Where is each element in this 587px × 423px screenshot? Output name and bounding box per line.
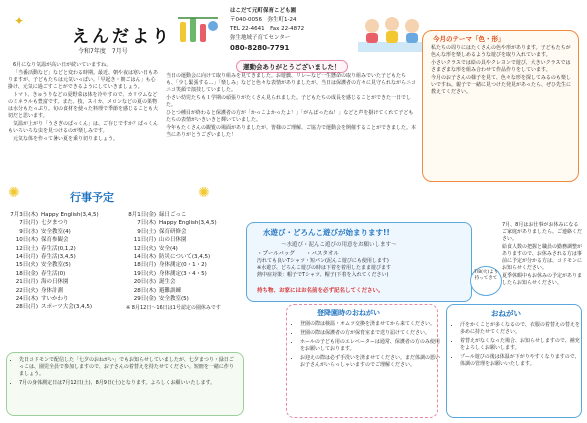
intro-section [8, 62, 158, 143]
children-illustration-icon [358, 8, 424, 54]
water-bubble [470, 266, 502, 296]
commute-notice-item: • 登園の際は検温・オムツ交換を済ませてから来てください。 [300, 321, 440, 328]
august-notice [502, 222, 582, 287]
thanks-paragraph: 小さい幼児たちも１学期の頑張りがたくさん見られました。子どもたちの成長を感じることができた一日でした。 [166, 95, 412, 108]
schedule-item: 11日(月) 山の日休園 [133, 237, 187, 244]
schedule-item: 7日(木) Happy English(3,4,5) [137, 220, 217, 227]
theme-box [422, 30, 579, 182]
schedule-heading: 行事予定 [70, 191, 114, 204]
schedule-item: 14日(月) 春生活(3,4,5) [15, 254, 76, 261]
intro-paragraph: 「当番活動など」などと変わる時期。最近、朝や夜は寒い日もありますが、子どもたちは元気いっぱい。「早起き・朝ごはん」も心掛け、元気に過ごすことができるようにしていきましょう。 [8, 70, 159, 90]
water-bubble-text: 7/8(火)より持ってきて [473, 270, 499, 281]
theme-paragraph: 小さいクラスでは絵の具やクレヨンで遊び、大きいクラスではさまざまな形を組み合わせて作品作りをしています。 [431, 60, 571, 73]
commute-notice-item: • お迎えの際は必ず手洗いを済ませてください。まだ体調の悪いお子さんがいらっしゃいますのでご理解ください。 [300, 355, 440, 369]
schedule-item: 18日(月) 身体測定(0・1・2) [133, 262, 207, 269]
schedule-item: 18日(金) 春生活(0) [15, 270, 66, 277]
schedule-note: ※ 8月12日〜16日は1号認定の園休みです [126, 305, 221, 312]
issue-label: 令和7年度 7月号 [78, 48, 128, 55]
onegai-heading: おねがい [491, 309, 521, 318]
school-address: 〒040-0056 弥生町1-24 [230, 17, 297, 23]
commute-notice-item: • 登園の際は保護者の方が保育室まで送り届けてください。 [300, 330, 440, 337]
commute-notice-item: • ホールの子ども用のエレベーターは通常、保護者の方のみ使用をお願いしております。 [300, 339, 440, 353]
schedule-item: 15日(火) 安全教室(5) [15, 262, 71, 269]
theme-paragraph: 私たちの周りにはたくさんの色や形があります。子どもたちが色んな形を楽しめるような遊びを取り入れています。 [431, 45, 571, 58]
intro-paragraph: 6月になり気温が高い日が続いていますね。 [13, 62, 112, 68]
page-title: えんだより [72, 27, 172, 47]
intro-paragraph: トマト、きゅうりなどの夏野菜は体を冷やすので、カリウムなどのミネラルも豊富です。また、枝、スイカ、メロンなどの夏の果物は水分もたっぷり。旬の食材を使った料理で季節を感じることも大切だと思います。 [8, 92, 159, 119]
bottom-notice-item: • 7月の身体測定日は7月12日(土)、8月9日(土)となります。よろしくお願いいたします。 [19, 380, 237, 387]
water-play-box [246, 222, 472, 302]
bottom-notice-box [6, 352, 244, 416]
schedule-item: 9日(土) 保育研修会 [137, 228, 187, 235]
schedule-item: 28日(月) スポーツ大会(3,4,5) [15, 304, 93, 311]
theme-heading: 今月のテーマ「色・形」 [433, 35, 505, 43]
schedule-item: 24日(木) すいかわり [15, 296, 69, 303]
school-sub-name: 弥生地域子育てセンター [230, 35, 291, 41]
onegai-item: • 着替えがなくなった場合、お知らせしますので、補充をよろしくお願いします。 [460, 338, 584, 352]
schedule-item: 12日(土) 春生活(0,1,2) [15, 245, 76, 252]
schedule-item: 10日(木) 保育参観会 [15, 237, 69, 244]
schedule-item: 7月3日(木) Happy English(3,4,5) [10, 212, 99, 218]
schedule-item: 9日(水) 安全教室(4) [19, 228, 71, 235]
bottom-notice-item: • 先日コドモンで配信した「七夕のおねがい」でもお知らせしていましたが、七夕まつり・緑日ごっこは、園児全員で参加しますので、お子さんの着替えを持たせてください。短冊を一緒に作りましょう。 [19, 357, 237, 378]
schedule-section [8, 185, 244, 345]
schedule-item: 14日(木) 防災について(3,4,5) [133, 254, 211, 261]
onegai-item: • プール遊びの後は体温が下がりやすくなりますので、体調の管理をお願いいたします。 [460, 354, 584, 368]
schedule-item: 21日(月) 海の日休園 [15, 279, 69, 286]
thanks-paragraph: ひとつ種目が終わると保護者の方が「かっこよかったよ！」「がんばったね！」などと声を掛けてくれて子どもたちの表情がいきいきと輝いていました。 [166, 110, 414, 123]
august-paragraph: 給食人数の把握と職員の勤務調整がありますので、お休みされる方は事前に予定が分かる方は、コドモンにお知らせください。 [502, 244, 583, 271]
water-line: 汚れても良いTシャツ・短パン(泥んこ遊びにも使用します) [257, 258, 389, 264]
thanks-body [166, 73, 416, 139]
schedule-right-list [126, 211, 244, 312]
august-paragraph: 夏季休暇中もお休みの予定がありましたらお知らせください。 [502, 273, 583, 286]
school-name: はこだて元町保育こども園 [230, 8, 297, 14]
firework-left-icon: ✺ [8, 185, 20, 201]
schedule-item: 12日(火) 安全(4) [133, 245, 178, 252]
onegai-box [446, 304, 582, 418]
schedule-item: 28日(木) 避難訓練 [133, 287, 182, 294]
thanks-paragraph: 今年もたくさんの観覧の場面がありましたが、皆様のご理解、ご協力で運動会を開催することができました。本当にありがとうございました！ [166, 125, 417, 138]
water-play-subheading: 〜水遊び・泥んこ遊びの用意をお願いします〜 [281, 242, 397, 248]
schedule-left-list [8, 211, 126, 312]
firework-right-icon: ✺ [198, 185, 210, 201]
theme-body [431, 45, 571, 96]
sparkle-decoration-icon: ✦ [14, 14, 25, 28]
schedule-item: 8月1日(金) 緑日ごっこ [128, 212, 187, 218]
water-play-heading: 水遊び・どろんこ遊びが始まります!! [263, 228, 390, 237]
water-play-items: ・プールバッグ ・バスタオル [257, 251, 339, 257]
water-line: 熱中症対策：帽子でTシャツ、帽子(下着を入れてください) [257, 272, 389, 278]
theme-paragraph: 今月のお子さんの様子を見て、色々な形を探してみるのも楽しいですね。親子で一緒に見つけた発見があったら、ぜひ先生に教えてください。 [431, 75, 571, 95]
water-line: ※水遊び、どろんこ遊びの時は下着を着用したまま遊びます [257, 265, 391, 271]
onegai-item: • 汗をかくことが多くなるので、衣服の着替えの替えを多めに持たせてください。 [460, 322, 584, 336]
schedule-item: 7日(月) 七夕まつり [19, 220, 69, 227]
schedule-item: 29日(金) 安全教室(5) [133, 296, 189, 303]
water-play-lines [257, 258, 467, 279]
commute-notice-box [286, 304, 441, 418]
water-item: バスタオル [311, 251, 339, 257]
tanabata-decoration-icon [176, 14, 220, 54]
august-paragraph: 7月、8月はお仕事がお休みになるご家庭がありましたら、ご連絡ください。 [502, 222, 583, 242]
water-play-warning: 持ち物、お家にはお名前を必ず記名してください。 [257, 288, 384, 294]
school-phone: 080-8280-7791 [230, 44, 290, 52]
schedule-item: 20日(水) 誕生会 [133, 279, 176, 286]
intro-paragraph: 気温が上がり「うさぎのぱっくん」は、ご存じですか？ぱっくんもいろいろな虫を見つけるのが楽しみです。 [8, 121, 159, 134]
intro-paragraph: 元気な体を作って暑い夏を乗り切りましょう。 [13, 136, 119, 142]
thanks-paragraph: 当日の運動会に向けて取り組みを見てきました。お遊戯、リレーなど一生懸命の取り組みでいた子どもたちも、「少し緊張する…」「楽しみ」などと色々な表情がありましたが、当日は保護者の方々に見守られながらニコニコ笑顔で演技していました。 [166, 73, 417, 93]
commute-notice-heading: 登降園時のおねがい [317, 309, 380, 317]
schedule-item: 22日(火) 身体計測 [15, 287, 64, 294]
thanks-heading: 運動会ありがとうございました！ [236, 60, 348, 73]
school-tel: TEL 22-4641 Fax 22-4872 [230, 26, 305, 32]
schedule-item: 19日(火) 身体測定(3・4・5) [133, 270, 207, 277]
water-item: プールバッグ [262, 251, 295, 257]
